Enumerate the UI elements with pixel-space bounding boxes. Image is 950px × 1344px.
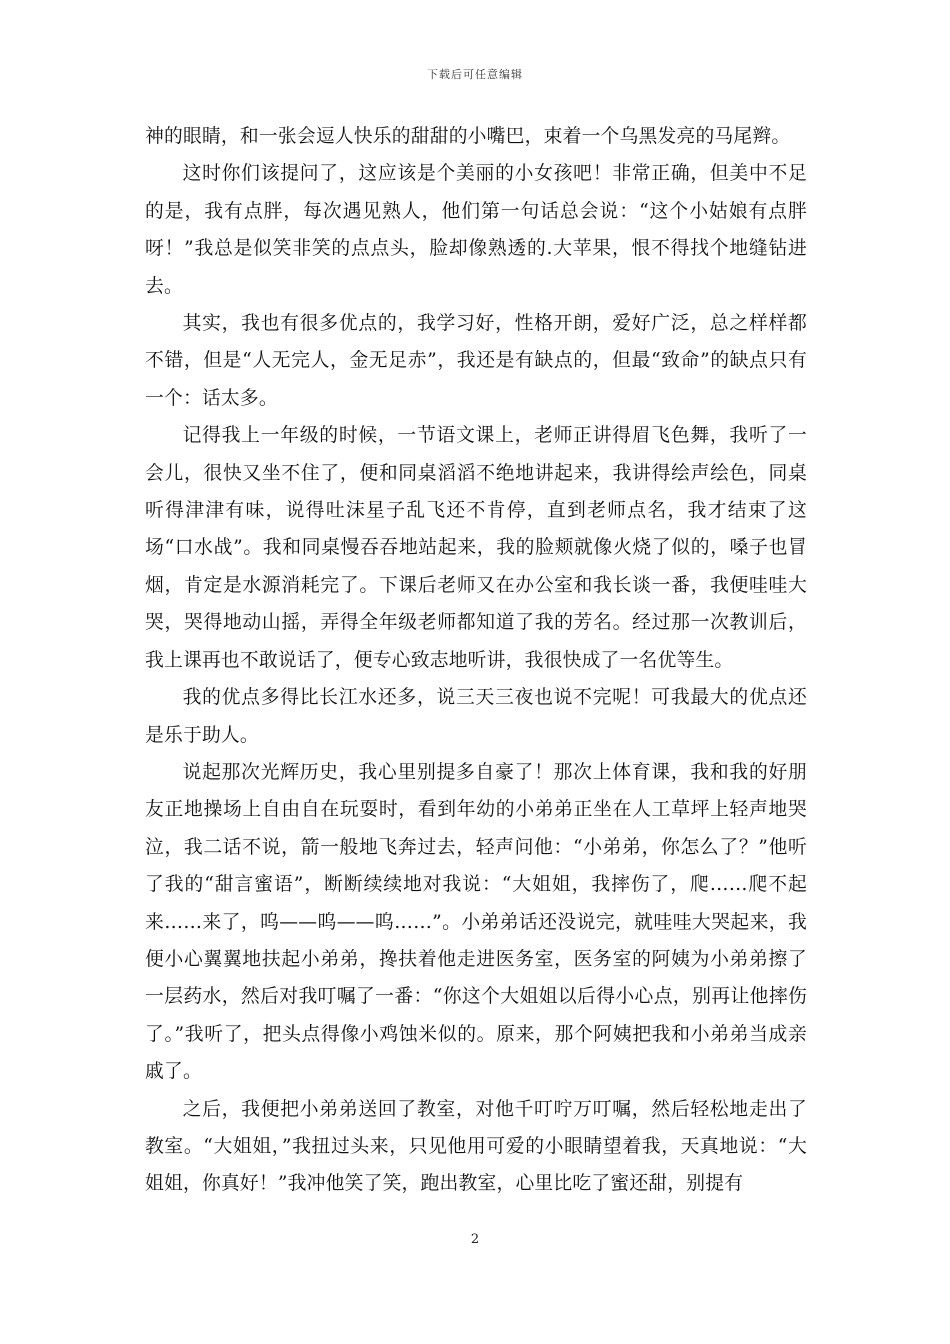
page-header: 下载后可任意编辑 xyxy=(427,68,523,81)
paragraph: 其实，我也有很多优点的，我学习好，性格开朗，爱好广泛，总之样样都不错，但是“人无完人，金无足赤”，我还是有缺点的，但最“致命”的缺点只有一个：话太多。 xyxy=(145,313,807,409)
document-body xyxy=(145,118,807,1203)
paragraph: 说起那次光辉历史，我心里别提多自豪了！那次上体育课，我和我的好朋友正地操场上自由自在玩耍时，看到年幼的小弟弟正坐在人工草坪上轻声地哭泣，我二话不说，箭一般地飞奔过去，轻声问他：“小弟弟，你怎么了？”他听了我的“甜言蜜语”，断断续续地对我说：“大姐姐，我摔伤了，爬……爬不起来……来了，呜——呜——呜……”。小弟弟话还没说完，就哇哇大哭起来，我便小心翼翼地扶起小弟弟，搀扶着他走进医务室，医务室的阿姨为小弟弟擦了一层药水，然后对我叮嘱了一番：“你这个大姐姐以后得小心点，别再让他摔伤了。”我听了，把头点得像小鸡蚀米似的。原来，那个阿姨把我和小弟弟当成亲戚了。 xyxy=(145,761,807,1083)
paragraph: 我的优点多得比长江水还多，说三天三夜也说不完呢！可我最大的优点还是乐于助人。 xyxy=(145,687,807,746)
page-number: 2 xyxy=(470,1232,480,1247)
paragraph-continued: 神的眼睛，和一张会逗人快乐的甜甜的小嘴巴，束着一个乌黑发亮的马尾辫。 xyxy=(145,126,791,147)
paragraph: 这时你们该提问了，这应该是个美丽的小女孩吧！非常正确，但美中不足的是，我有点胖，每次遇见熟人，他们第一句话总会说：“这个小姑娘有点胖呀！”我总是似笑非笑的点点头，脸却像熟透的.大苹果，恨不得找个地缝钻进去。 xyxy=(145,163,807,297)
paragraph: 记得我上一年级的时候，一节语文课上，老师正讲得眉飞色舞，我听了一会儿，很快又坐不住了，便和同桌滔滔不绝地讲起来，我讲得绘声绘色，同桌听得津津有味，说得吐沫星子乱飞还不肯停，直到老师点名，我才结束了这场“口水战”。我和同桌慢吞吞地站起来，我的脸颊就像火烧了似的，嗓子也冒烟，肯定是水源消耗完了。下课后老师又在办公室和我长谈一番，我便哇哇大哭，哭得地动山摇，弄得全年级老师都知道了我的芳名。经过那一次教训后，我上课再也不敢说话了，便专心致志地听讲，我很快成了一名优等生。 xyxy=(145,425,807,671)
paragraph: 之后，我便把小弟弟送回了教室，对他千叮咛万叮嘱，然后轻松地走出了教室。“大姐姐，”我扭过头来，只见他用可爱的小眼睛望着我，天真地说：“大姐姐，你真好！”我冲他笑了笑，跑出教室，心里比吃了蜜还甜，别提有 xyxy=(145,1098,807,1195)
